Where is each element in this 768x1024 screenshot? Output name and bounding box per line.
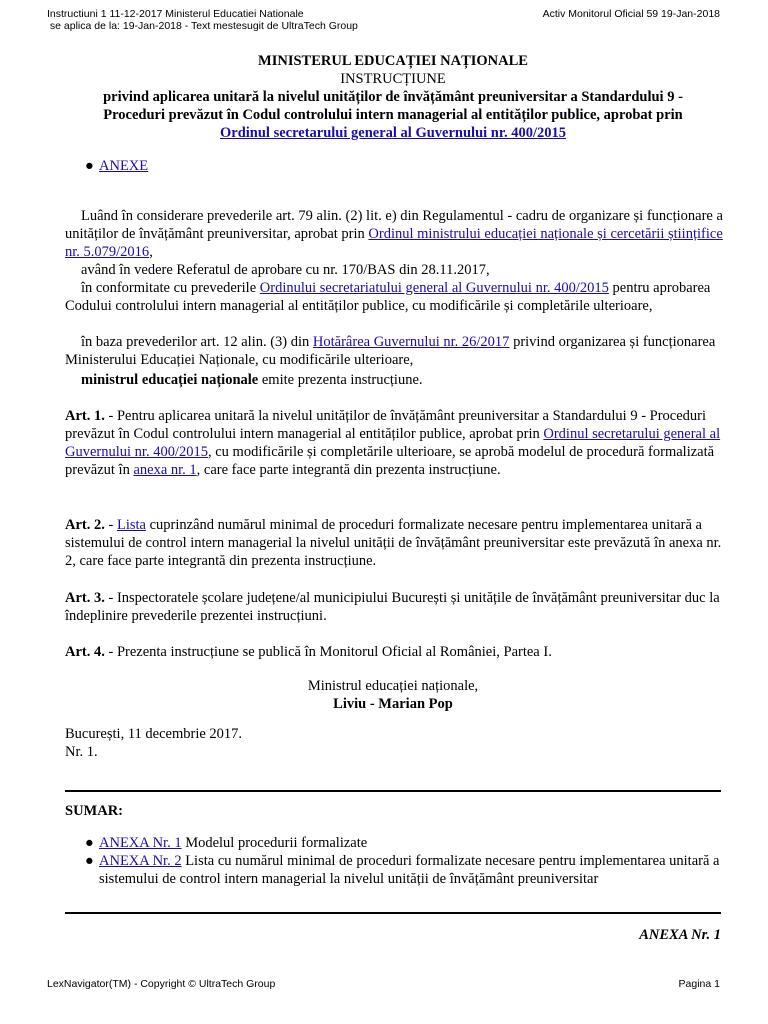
- article-1: [65, 407, 725, 479]
- preamble-5-end: emite prezenta instrucțiune.: [258, 372, 423, 388]
- article-1-text-2: , cu modificările și completările ulterioare, se aprobă modelul de procedură formalizată prevăzut în: [65, 444, 715, 478]
- summary-heading: SUMAR:: [65, 803, 123, 819]
- preamble-paragraph-1: [65, 207, 725, 261]
- article-1-text: - Pentru aplicarea unitară la nivelul unităților de învățământ preuniversitar a Standardului 9 - Proceduri prevăzut în Codul controlului intern managerial al entităților publice, aprobat prin: [65, 408, 707, 442]
- preamble-4-end: privind organizarea și funcționarea Ministerului Educației Naționale, cu modificările ulterioare,: [65, 334, 716, 368]
- preamble-paragraph-4: [65, 333, 725, 369]
- summary-list: [85, 834, 725, 888]
- anexa-1-heading: ANEXA Nr. 1: [639, 927, 721, 943]
- divider-bottom: [65, 912, 721, 914]
- page-footer-right: Pagina 1: [678, 978, 720, 990]
- subject-line-1: privind aplicarea unitară la nivelul unităților de învățământ preuniversitar a Standardului 9 -: [103, 89, 683, 105]
- page-footer-left: LexNavigator(TM) - Copyright © UltraTech Group: [47, 978, 276, 990]
- ministry-title: MINISTERUL EDUCAȚIEI NAȚIONALE: [258, 53, 528, 69]
- subject-line-2: Proceduri prevăzut în Codul controlului intern managerial al entităților publice, aprobat prin: [103, 107, 683, 123]
- preamble-3-end: pentru aprobarea Codului controlului intern managerial al entităților publice, cu modificările și completările ulterioare,: [65, 280, 711, 314]
- article-3: [65, 589, 725, 625]
- article-1-text-3: , care face parte integrantă din prezenta instrucțiune.: [196, 462, 501, 478]
- article-2: [65, 516, 725, 570]
- preamble-paragraph-5: [65, 371, 725, 389]
- page-header-right: Activ Monitorul Oficial 59 19-Jan-2018: [542, 8, 720, 20]
- summary-item-2-text: Lista cu numărul minimal de proceduri formalizate necesare pentru implementarea unitară a sistemului de control intern managerial la nivelul unității de învățământ preuniversitar: [99, 853, 720, 887]
- summary-anexa-2-link[interactable]: ANEXA Nr. 2: [99, 853, 182, 869]
- minister-bold: ministrul educației naționale: [81, 372, 259, 388]
- bullet-icon: ●: [85, 835, 94, 851]
- signature-name: Liviu - Marian Pop: [333, 696, 453, 712]
- page-header-left: [47, 8, 358, 32]
- place-date: București, 11 decembrie 2017.: [65, 726, 243, 742]
- bullet-icon: ●: [85, 158, 94, 174]
- article-1-order-link[interactable]: Ordinul secretarului general al Guvernului nr. 400/2015: [65, 426, 721, 460]
- summary-item-2: [85, 852, 725, 888]
- preamble-paragraph-2: având în vedere Referatul de aprobare cu nr. 170/BAS din 28.11.2017,: [81, 262, 490, 278]
- header-applies-line: se aplica de la: 19-Jan-2018 - Text mestesugit de UltraTech Group: [47, 20, 358, 32]
- order-400-link[interactable]: Ordinului secretariatului general al Guvernului nr. 400/2015: [259, 280, 609, 296]
- preamble-4-text: în baza prevederilor art. 12 alin. (3) din: [81, 334, 313, 350]
- article-2-dash: -: [104, 517, 117, 533]
- preamble-3-text: în conformitate cu prevederile: [81, 280, 260, 296]
- doc-type-title: INSTRUCȚIUNE: [340, 71, 446, 87]
- bullet-icon: ●: [85, 853, 94, 869]
- preamble-1-text: Luând în considerare prevederile art. 79 alin. (2) lit. e) din Regulamentul - cadru de organizare și funcționare a unităților de învățământ preuniversitar, aprobat prin: [65, 208, 723, 242]
- doc-number: Nr. 1.: [65, 744, 98, 760]
- article-3-text: - Inspectoratele școlare județene/al municipiului București și unitățile de învățământ preuniversitar duc la îndeplinire prevederile prezentei instrucțiuni.: [65, 590, 720, 624]
- article-1-label: Art. 1.: [65, 408, 105, 424]
- article-2-text: cuprinzând numărul minimal de proceduri formalizate necesare pentru implementarea unitară a sistemului de control intern managerial la nivelul unității de învățământ preuniversitar este prevăzută în anexa nr. 2, care face parte integrantă din prezenta instrucțiune.: [65, 517, 722, 569]
- article-4-label: Art. 4.: [65, 644, 105, 660]
- summary-item-1: [85, 834, 725, 852]
- anexe-link[interactable]: ANEXE: [99, 158, 149, 174]
- article-2-label: Art. 2.: [65, 517, 105, 533]
- doc-subject: [65, 88, 721, 142]
- preamble-1-end: ,: [149, 244, 153, 260]
- signature-role: Ministrul educației naționale,: [307, 678, 479, 694]
- subject-order-link[interactable]: Ordinul secretarului general al Guvernului nr. 400/2015: [219, 125, 566, 141]
- hg-26-link[interactable]: Hotărârea Guvernului nr. 26/2017: [312, 334, 510, 350]
- anexe-bullet: [85, 157, 148, 175]
- summary-item-1-text: Modelul procedurii formalizate: [181, 835, 368, 851]
- order-5079-link[interactable]: Ordinul ministrului educației naționale și cercetării științifice nr. 5.079/2016: [65, 226, 723, 260]
- summary-anexa-1-link[interactable]: ANEXA Nr. 1: [99, 835, 182, 851]
- divider-top: [65, 790, 721, 792]
- preamble-paragraph-3: [65, 279, 725, 315]
- header-doc-line: Instructiuni 1 11-12-2017 Ministerul Educatiei Nationale: [47, 8, 304, 20]
- article-3-label: Art. 3.: [65, 590, 105, 606]
- article-1-anexa-link[interactable]: anexa nr. 1: [133, 462, 197, 478]
- article-2-lista-link[interactable]: Lista: [116, 517, 146, 533]
- article-4: [65, 643, 725, 661]
- article-4-text: - Prezenta instrucțiune se publică în Monitorul Oficial al României, Partea I.: [104, 644, 552, 660]
